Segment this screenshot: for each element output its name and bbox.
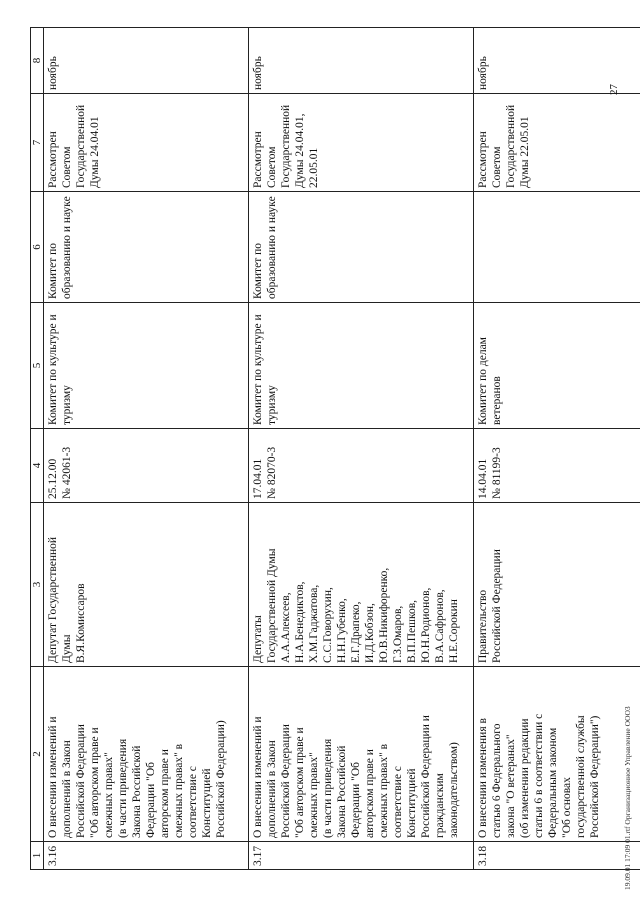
table-row [249,28,474,870]
table-row [44,28,249,870]
column-header: 1 [31,842,44,870]
column-header: 6 [31,192,44,303]
bill-status: Рассмотрен Советом Государственной Думы 24.04.01, 22.05.01 [249,94,474,192]
page-number: 27 [608,84,620,95]
column-header: 3 [31,503,44,667]
bill-author: Депутат Государственной Думы В.Я.Комиссаров [44,503,249,667]
document-footer: 19.09.01 17:09 01.rtf Организационное Управление ООО3 [623,706,632,890]
column-header: 8 [31,28,44,94]
column-header: 5 [31,303,44,429]
bill-status: Рассмотрен Советом Государственной Думы 22.05.01 [474,94,640,192]
bill-title: О внесении изменений и дополнений в Закон Российской Федерации "Об авторском праве и смежных правах" (в части приведения Закона Российской Федерации "Об авторском праве и смежных правах" в соответствие с Конституцией Российской Федерации и гражданским законодательством) [249,667,474,842]
row-number: 3.16 [44,842,249,870]
bill-title: О внесении изменения в статью 6 Федерального закона "О ветеранах" (об изменении редакции статьи 6 в соответствии с Федеральным законом "Об основах государственной службы Российской Федерации") [474,667,640,842]
row-number: 3.18 [474,842,640,870]
column-header: 4 [31,429,44,503]
co-committee: Комитет по образованию и науке [44,192,249,303]
planned-month: ноябрь [44,28,249,94]
column-header: 2 [31,667,44,842]
responsible-committee: Комитет по культуре и туризму [249,303,474,429]
bill-author: Депутаты Государственной Думы А.А.Алексеев, Н.А.Бенедиктов, Х.М.Гаджатова, С.С.Говорухин, Н.Н.Губенко, Е.Г.Драпеко, И.Д.Кобзон, Ю.В.Никифоренко, Г.З.Омаров, В.П.Пешков, Ю.Н.Родионов, В.А.Сафронов, Н.Е.Сорокин [249,503,474,667]
responsible-committee: Комитет по культуре и туризму [44,303,249,429]
column-header: 7 [31,94,44,192]
row-number: 3.17 [249,842,474,870]
planned-month: ноябрь [474,28,640,94]
co-committee [474,192,640,303]
bill-title: О внесении изменений и дополнений в Закон Российской Федерации "Об авторском праве и смежных правах" (в части приведения Закона Российской Федерации "Об авторском праве и смежных правах" в соответствие с Конституцией Российской Федерации) [44,667,249,842]
planned-month: ноябрь [249,28,474,94]
co-committee: Комитет по образованию и науке [249,192,474,303]
registration-date: 17.04.01 № 82070-3 [249,429,474,503]
registration-date: 14.04.01 № 81199-3 [474,429,640,503]
responsible-committee: Комитет по делам ветеранов [474,303,640,429]
bills-table [30,27,640,870]
table-row [474,28,640,870]
bill-author: Правительство Российской Федерации [474,503,640,667]
header-row [31,28,44,870]
bill-status: Рассмотрен Советом Государственной Думы 24.04.01 [44,94,249,192]
registration-date: 25.12.00 № 42061-3 [44,429,249,503]
